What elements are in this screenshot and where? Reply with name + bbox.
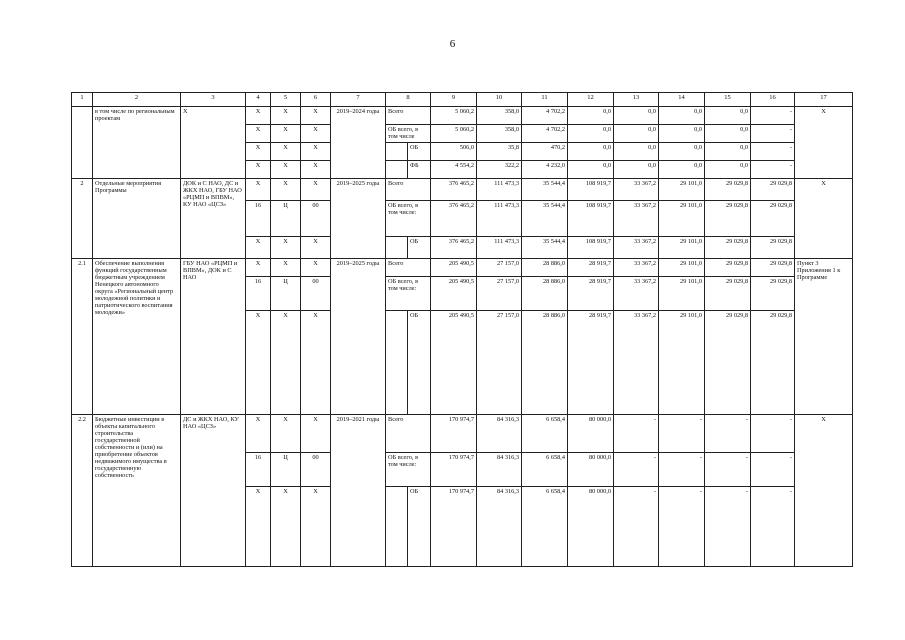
amount-cell: 28 886,0 <box>522 259 568 277</box>
amount-cell: 0,0 <box>614 143 659 161</box>
amount-cell: - <box>614 453 659 487</box>
amount-cell: 27 157,0 <box>477 259 522 277</box>
amount-cell: 0,0 <box>705 161 751 179</box>
amount-cell: - <box>705 453 751 487</box>
code-cell: 16 <box>246 277 271 311</box>
amount-cell: 4 232,0 <box>522 161 568 179</box>
amount-cell: 29 029,8 <box>705 201 751 237</box>
code-cell: 00 <box>301 277 331 311</box>
amount-cell: - <box>751 487 795 567</box>
amount-cell: 29 101,0 <box>659 277 705 311</box>
amount-cell: 111 473,3 <box>477 201 522 237</box>
amount-cell: 0,0 <box>568 161 614 179</box>
amount-cell: 28 886,0 <box>522 277 568 311</box>
code-cell: Х <box>246 311 271 415</box>
amount-cell: 0,0 <box>659 161 705 179</box>
code-cell: Х <box>301 107 331 125</box>
amount-cell: 29 029,8 <box>705 311 751 415</box>
amount-cell: 28 919,7 <box>568 277 614 311</box>
amount-cell: 84 316,3 <box>477 487 522 567</box>
item-number: 2.1 <box>72 259 93 415</box>
item-name: в том числе по региональным проектам <box>93 107 181 179</box>
amount-cell: 28 919,7 <box>568 311 614 415</box>
responsible-executor: ГБУ НАО «РЦМП и ВПВМ», ДОК и С НАО <box>181 259 246 415</box>
item-name: Бюджетные инвестиции в объекты капитального строительства государственной собственности и (или) на приобретение объектов недвижимого имущества в государственную собственность <box>93 415 181 567</box>
amount-cell: 80 000,0 <box>568 453 614 487</box>
header-cell: 9 <box>431 93 477 107</box>
responsible-executor: Х <box>181 107 246 179</box>
header-cell: 14 <box>659 93 705 107</box>
amount-cell: 28 886,0 <box>522 311 568 415</box>
amount-cell: 33 367,2 <box>614 277 659 311</box>
code-cell: Х <box>271 237 301 259</box>
table-row <box>72 179 853 201</box>
amount-cell: 4 702,2 <box>522 107 568 125</box>
amount-cell: - <box>705 415 751 453</box>
header-cell: 8 <box>386 93 431 107</box>
amount-cell: 6 658,4 <box>522 487 568 567</box>
code-cell: Х <box>246 161 271 179</box>
code-cell: Ц <box>271 277 301 311</box>
header-cell: 15 <box>705 93 751 107</box>
funding-source: ФБ <box>408 161 431 179</box>
code-cell: Х <box>246 237 271 259</box>
code-cell: Ц <box>271 201 301 237</box>
amount-cell: 84 316,3 <box>477 453 522 487</box>
amount-cell: 29 029,8 <box>705 259 751 277</box>
reference-cell: Х <box>795 415 853 567</box>
code-cell: Х <box>301 259 331 277</box>
table-row <box>72 259 853 277</box>
amount-cell: 80 000,0 <box>568 487 614 567</box>
funding-source: Всего <box>386 415 431 453</box>
amount-cell: - <box>659 453 705 487</box>
period-cell: 2019–2024 годы <box>331 107 386 179</box>
amount-cell: - <box>751 125 795 143</box>
amount-cell: 470,2 <box>522 143 568 161</box>
code-cell: Ц <box>271 453 301 487</box>
amount-cell: 376 465,2 <box>431 237 477 259</box>
code-cell: Х <box>271 161 301 179</box>
amount-cell: 0,0 <box>614 107 659 125</box>
code-cell: Х <box>301 487 331 567</box>
period-cell: 2019–2021 годы <box>331 415 386 567</box>
amount-cell: 33 367,2 <box>614 201 659 237</box>
reference-cell: Пункт 3 Приложения 1 к Программе <box>795 259 853 415</box>
amount-cell: 111 473,3 <box>477 237 522 259</box>
header-cell: 2 <box>93 93 181 107</box>
amount-cell: 0,0 <box>614 161 659 179</box>
amount-cell: 5 060,2 <box>431 125 477 143</box>
amount-cell: 506,0 <box>431 143 477 161</box>
item-number: 2.2 <box>72 415 93 567</box>
code-cell: Х <box>271 125 301 143</box>
header-cell: 16 <box>751 93 795 107</box>
code-cell: Х <box>246 259 271 277</box>
code-cell: 16 <box>246 201 271 237</box>
source-indent <box>386 161 408 179</box>
amount-cell: 35,8 <box>477 143 522 161</box>
amount-cell: 170 974,7 <box>431 453 477 487</box>
amount-cell: 29 029,8 <box>751 311 795 415</box>
source-indent <box>386 311 408 415</box>
amount-cell: 205 490,5 <box>431 259 477 277</box>
amount-cell: 27 157,0 <box>477 311 522 415</box>
funding-source: ОБ всего, в том числе <box>386 125 431 143</box>
code-cell: Х <box>301 179 331 201</box>
amount-cell: 29 029,8 <box>705 277 751 311</box>
item-number: 2 <box>72 179 93 259</box>
amount-cell: 29 029,8 <box>705 179 751 201</box>
code-cell: Х <box>246 107 271 125</box>
amount-cell: 0,0 <box>568 107 614 125</box>
code-cell: Х <box>301 415 331 453</box>
item-number <box>72 107 93 179</box>
amount-cell: 108 919,7 <box>568 201 614 237</box>
amount-cell: 29 029,8 <box>751 259 795 277</box>
header-row <box>72 93 853 107</box>
funding-source: Всего <box>386 107 431 125</box>
amount-cell: - <box>659 487 705 567</box>
amount-cell: 376 465,2 <box>431 201 477 237</box>
reference-cell: Х <box>795 107 853 179</box>
code-cell: Х <box>301 143 331 161</box>
amount-cell: 108 919,7 <box>568 237 614 259</box>
amount-cell: 6 658,4 <box>522 415 568 453</box>
amount-cell: 29 101,0 <box>659 201 705 237</box>
amount-cell: 0,0 <box>705 125 751 143</box>
funding-source: ОБ всего, в том числе: <box>386 277 431 311</box>
amount-cell: - <box>659 415 705 453</box>
amount-cell: 29 029,8 <box>751 237 795 259</box>
amount-cell: 0,0 <box>705 107 751 125</box>
amount-cell: 0,0 <box>659 143 705 161</box>
amount-cell: 33 367,2 <box>614 179 659 201</box>
code-cell: Х <box>271 179 301 201</box>
amount-cell: 111 473,3 <box>477 179 522 201</box>
header-cell: 11 <box>522 93 568 107</box>
amount-cell: 205 490,5 <box>431 311 477 415</box>
amount-cell: 29 101,0 <box>659 259 705 277</box>
amount-cell: - <box>751 107 795 125</box>
header-cell: 1 <box>72 93 93 107</box>
code-cell: Х <box>271 107 301 125</box>
amount-cell: 0,0 <box>705 143 751 161</box>
item-name: Отдельные мероприятия Программы <box>93 179 181 259</box>
code-cell: 00 <box>301 201 331 237</box>
funding-source: ОБ <box>408 143 431 161</box>
code-cell: Х <box>246 487 271 567</box>
amount-cell: 27 157,0 <box>477 277 522 311</box>
code-cell: Х <box>246 143 271 161</box>
code-cell: Х <box>271 487 301 567</box>
code-cell: 16 <box>246 453 271 487</box>
amount-cell: 6 658,4 <box>522 453 568 487</box>
code-cell: Х <box>246 179 271 201</box>
page-number: 6 <box>449 38 456 50</box>
amount-cell: 29 101,0 <box>659 311 705 415</box>
amount-cell: 35 544,4 <box>522 201 568 237</box>
amount-cell: 322,2 <box>477 161 522 179</box>
amount-cell: - <box>614 415 659 453</box>
amount-cell: 170 974,7 <box>431 415 477 453</box>
code-cell: Х <box>301 125 331 143</box>
code-cell: Х <box>271 415 301 453</box>
funding-source: ОБ всего, в том числе: <box>386 453 431 487</box>
header-cell: 10 <box>477 93 522 107</box>
source-indent <box>386 487 408 567</box>
amount-cell: 80 000,0 <box>568 415 614 453</box>
reference-cell: Х <box>795 179 853 259</box>
amount-cell: 108 919,7 <box>568 179 614 201</box>
amount-cell: 0,0 <box>568 125 614 143</box>
header-cell: 7 <box>331 93 386 107</box>
header-cell: 12 <box>568 93 614 107</box>
amount-cell: - <box>751 161 795 179</box>
amount-cell: - <box>751 453 795 487</box>
code-cell: 00 <box>301 453 331 487</box>
amount-cell: 33 367,2 <box>614 311 659 415</box>
amount-cell: 358,0 <box>477 125 522 143</box>
amount-cell: 29 101,0 <box>659 237 705 259</box>
amount-cell: 84 316,3 <box>477 415 522 453</box>
amount-cell: 29 101,0 <box>659 179 705 201</box>
source-indent <box>386 237 408 259</box>
funding-source: ОБ <box>408 487 431 567</box>
header-cell: 3 <box>181 93 246 107</box>
funding-source: ОБ <box>408 311 431 415</box>
funding-source: ОБ всего, в том числе: <box>386 201 431 237</box>
responsible-executor: ДС и ЖКХ НАО, КУ НАО «ЦСЗ» <box>181 415 246 567</box>
header-cell: 5 <box>271 93 301 107</box>
amount-cell: 358,0 <box>477 107 522 125</box>
amount-cell: - <box>751 415 795 453</box>
amount-cell: - <box>614 487 659 567</box>
amount-cell: - <box>705 487 751 567</box>
code-cell: Х <box>271 311 301 415</box>
table-row <box>72 107 853 125</box>
amount-cell: 29 029,8 <box>751 201 795 237</box>
amount-cell: 170 974,7 <box>431 487 477 567</box>
code-cell: Х <box>301 311 331 415</box>
amount-cell: 35 544,4 <box>522 179 568 201</box>
amount-cell: 376 465,2 <box>431 179 477 201</box>
amount-cell: 0,0 <box>568 143 614 161</box>
code-cell: Х <box>271 143 301 161</box>
code-cell: Х <box>301 161 331 179</box>
amount-cell: 35 544,4 <box>522 237 568 259</box>
period-cell: 2019–2025 годы <box>331 179 386 259</box>
amount-cell: 0,0 <box>659 107 705 125</box>
header-cell: 13 <box>614 93 659 107</box>
amount-cell: 4 702,2 <box>522 125 568 143</box>
item-name: Обеспечение выполнения функций государственным бюджетным учреждением Ненецкого автономного округа «Региональный центр молодежной политики и патриотического воспитания молодежи» <box>93 259 181 415</box>
amount-cell: 33 367,2 <box>614 259 659 277</box>
code-cell: Х <box>301 237 331 259</box>
period-cell: 2019–2025 годы <box>331 259 386 415</box>
budget-table <box>71 92 853 567</box>
amount-cell: 29 029,8 <box>751 277 795 311</box>
code-cell: Х <box>271 259 301 277</box>
header-cell: 17 <box>795 93 853 107</box>
amount-cell: 29 029,8 <box>705 237 751 259</box>
amount-cell: 0,0 <box>614 125 659 143</box>
amount-cell: - <box>751 143 795 161</box>
amount-cell: 29 029,8 <box>751 179 795 201</box>
table-row <box>72 415 853 453</box>
amount-cell: 5 060,2 <box>431 107 477 125</box>
source-indent <box>386 143 408 161</box>
funding-source: Всего <box>386 179 431 201</box>
amount-cell: 205 490,5 <box>431 277 477 311</box>
code-cell: Х <box>246 125 271 143</box>
amount-cell: 4 554,2 <box>431 161 477 179</box>
responsible-executor: ДОК и С НАО, ДС и ЖКХ НАО, ГБУ НАО «РЦМП и ВПВМ», КУ НАО «ЦСЗ» <box>181 179 246 259</box>
header-cell: 6 <box>301 93 331 107</box>
amount-cell: 33 367,2 <box>614 237 659 259</box>
code-cell: Х <box>246 415 271 453</box>
funding-source: Всего <box>386 259 431 277</box>
amount-cell: 0,0 <box>659 125 705 143</box>
header-cell: 4 <box>246 93 271 107</box>
funding-source: ОБ <box>408 237 431 259</box>
amount-cell: 28 919,7 <box>568 259 614 277</box>
